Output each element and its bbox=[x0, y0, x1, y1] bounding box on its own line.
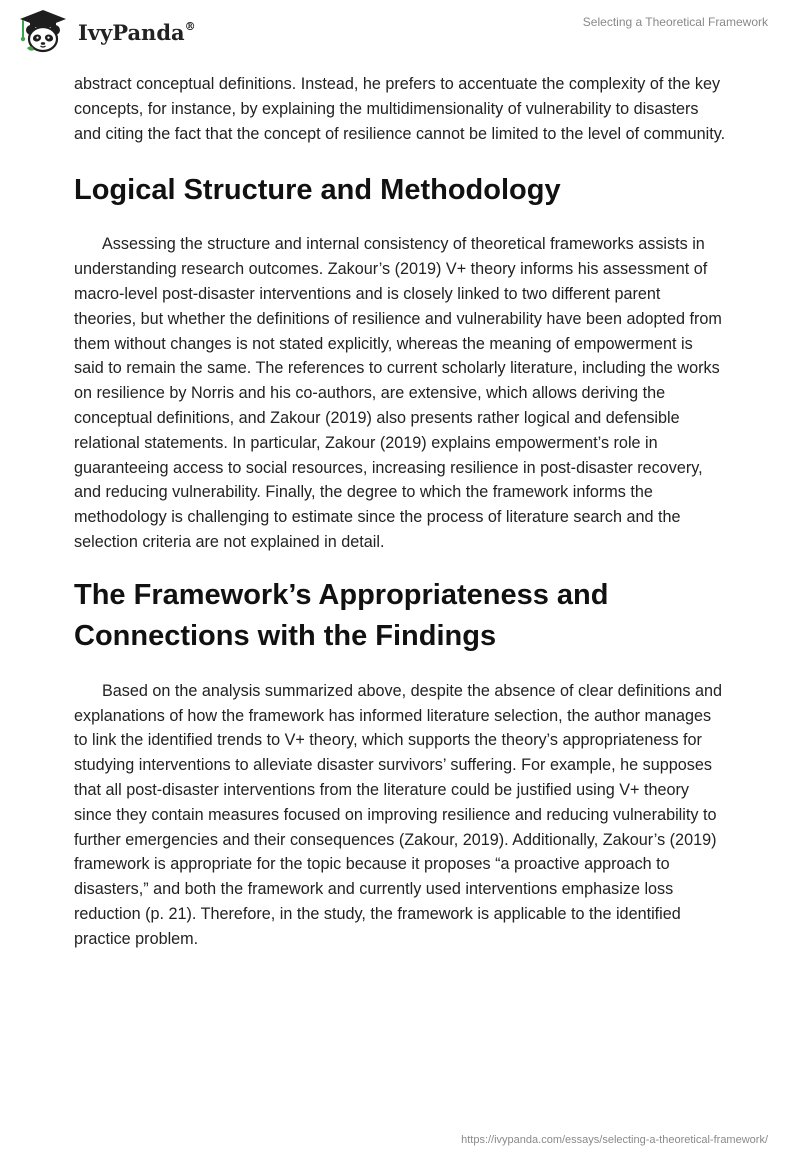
brand-name: IvyPanda® bbox=[78, 19, 196, 45]
essay-content bbox=[74, 72, 726, 952]
registered-mark: ® bbox=[184, 19, 196, 33]
section-paragraph-appropriateness: Based on the analysis summarized above, despite the absence of clear definitions and explanations of how the framework has informed literature selection, the author manages to link the identified trends to V+ theory, which supports the theory’s appropriateness for studying interventions to alleviate disaster survivors’ suffering. For example, he supposes that all post-disaster interventions from the literature could be justified using V+ theory since they contain measures focused on improving resilience and reducing vulnerability to further emergencies and their consequences (Zakour, 2019). Additionally, Zakour’s (2019) framework is appropriate for the topic because it proposes “a proactive approach to disasters,” and both the framework and currently used interventions emphasize loss reduction (p. 21). Therefore, in the study, the framework is applicable to the identified practice problem. bbox=[74, 681, 723, 948]
panda-graduation-cap-icon bbox=[14, 8, 72, 54]
intro-paragraph: abstract conceptual definitions. Instead, he prefers to accentuate the complexity of the key concepts, for instance, by explaining the multidimensionality of vulnerability to disasters and citing the fact that the concept of resilience cannot be limited to the level of community. bbox=[74, 75, 726, 143]
section-heading-appropriateness: The Framework’s Appropriateness and Connections with the Findings bbox=[74, 578, 609, 652]
document-title: Selecting a Theoretical Framework bbox=[582, 15, 768, 29]
source-url[interactable]: https://ivypanda.com/essays/selecting-a-theoretical-framework/ bbox=[461, 1134, 768, 1146]
ivypanda-logo[interactable] bbox=[14, 8, 196, 54]
page-header bbox=[0, 0, 800, 70]
section-paragraph-logical-structure: Assessing the structure and internal consistency of theoretical frameworks assists in understanding research outcomes. Zakour’s (2019) V+ theory informs his assessment of macro-level post-disaster interventions and is closely linked to two different parent theories, but whether the definitions of resilience and vulnerability have been adopted from them without changes is not stated explicitly, whereas the meaning of empowerment is said to remain the same. The references to current scholarly literature, including the works on resilience by Norris and his co-authors, are extensive, which allows deriving the conceptual definitions, and Zakour (2019) also presents rather logical and defensible relational statements. In particular, Zakour (2019) explains empowerment’s role in guaranteeing access to social resources, increasing resilience in post-disaster recovery, and reducing vulnerability. Finally, the degree to which the framework informs the methodology is challenging to estimate since the process of literature search and the selection criteria are not explained in detail. bbox=[74, 235, 722, 551]
section-heading-logical-structure: Logical Structure and Methodology bbox=[74, 174, 561, 207]
